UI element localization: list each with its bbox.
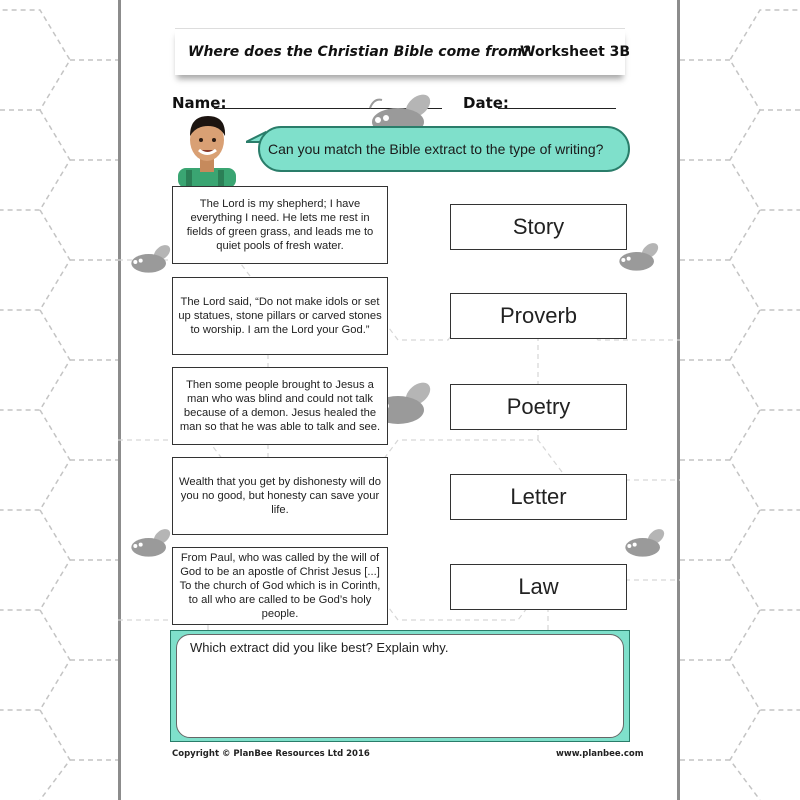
type-card-poetry[interactable]: Poetry — [450, 384, 627, 430]
extract-card-4[interactable]: Wealth that you get by dishonesty will do you no good, but honesty can save your life. — [172, 457, 388, 535]
bee-logo-icon — [122, 238, 178, 278]
boy-avatar-icon — [172, 108, 242, 188]
extract-card-5[interactable]: From Paul, who was called by the will of God to be an apostle of Christ Jesus [...] To the church of God which is in Corinth, to all who are called to be God’s holy people. — [172, 547, 388, 625]
instruction-prompt: Can you match the Bible extract to the type of writing? — [268, 141, 604, 157]
worksheet-number: Worksheet 3B — [520, 44, 631, 60]
website-text: www.planbee.com — [556, 749, 644, 759]
bee-logo-icon — [616, 522, 672, 562]
name-label: Name: — [172, 94, 227, 112]
extract-card-1[interactable]: The Lord is my shepherd; I have everything I need. He lets me rest in fields of green grass, and leads me to quiet pools of fresh water. — [172, 186, 388, 264]
extract-card-3[interactable]: Then some people brought to Jesus a man who was blind and could not talk because of a demon. Jesus healed the man so that he was able to talk and see. — [172, 367, 388, 445]
worksheet-title: Where does the Christian Bible come from? — [188, 44, 531, 60]
reflection-question: Which extract did you like best? Explain why. — [190, 640, 449, 655]
date-line[interactable] — [498, 108, 616, 109]
type-card-proverb[interactable]: Proverb — [450, 293, 627, 339]
extract-card-2[interactable]: The Lord said, “Do not make idols or set up statues, stone pillars or carved stones to worship. I am the Lord your God.” — [172, 277, 388, 355]
copyright-text: Copyright © PlanBee Resources Ltd 2016 — [172, 749, 370, 759]
bee-logo-icon — [122, 522, 178, 562]
date-label: Date: — [463, 94, 509, 112]
type-card-law[interactable]: Law — [450, 564, 627, 610]
type-card-story[interactable]: Story — [450, 204, 627, 250]
type-card-letter[interactable]: Letter — [450, 474, 627, 520]
